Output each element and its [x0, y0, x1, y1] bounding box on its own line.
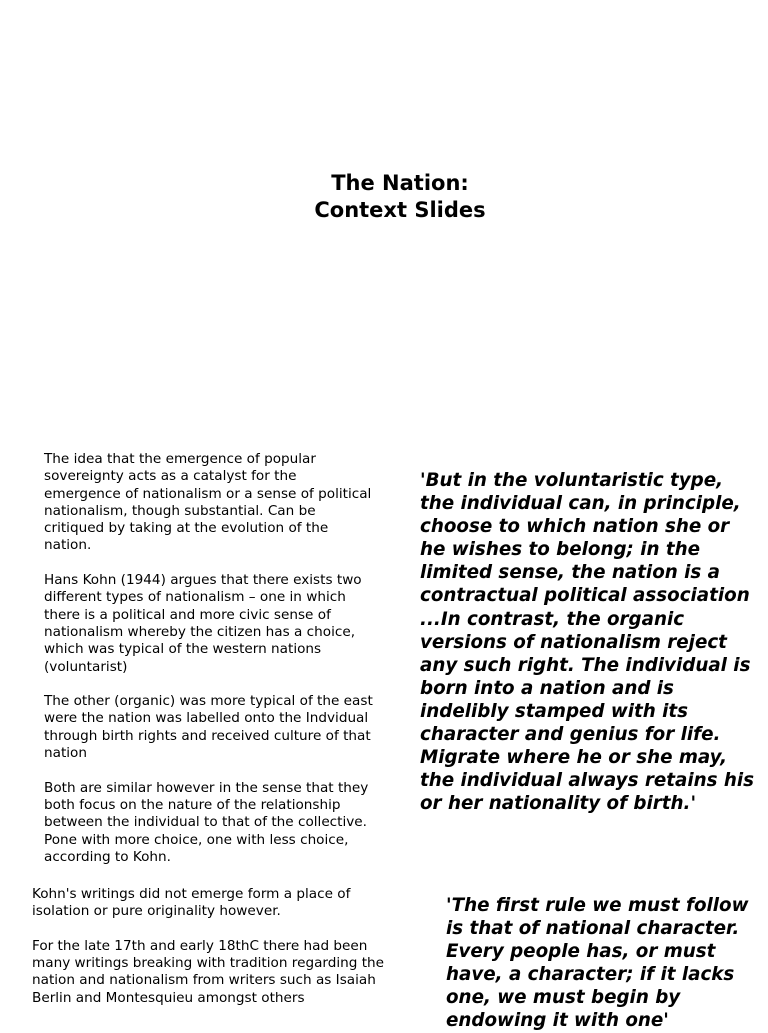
- left-column-text: [44, 451, 374, 883]
- left-column-text-lower: [32, 886, 404, 1024]
- slide-title-line-1: The Nation:: [331, 171, 469, 195]
- paragraph-kohn-two-types: Hans Kohn (1944) argues that there exists two different types of nationalism – one in which there is a political and more civic sense of nationalism whereby the citizen has a choice, which was typical of the western nations (voluntarist): [44, 572, 362, 675]
- quote-voluntaristic: 'But in the voluntaristic type, the individual can, in principle, choose to which nation she or he wishes to belong; in the limited sense, the nation is a contractual political association ...In contrast, the organic versions of nationalism reject any such right. The individual is born into a nation and is indelibly stamped with its character and genius for life. Migrate where he or she may, the individual always retains his or her nationality of birth.': [420, 470, 755, 815]
- paragraph-earlier-writers: For the late 17th and early 18thC there had been many writings breaking with tradition regarding the nation and nationalism from writers such as Isaiah Berlin and Montesquieu amongst others: [32, 937, 385, 1006]
- paragraph-organic-type: The other (organic) was more typical of the east were the nation was labelled onto the Indvidual through birth rights and received culture of that nation: [44, 693, 373, 762]
- quote-national-character: 'The first rule we must follow is that of national character. Every people has, or must have, a character; if it lacks one, we must begin by endowing it with one': [446, 895, 749, 1032]
- slide-title: [280, 170, 520, 224]
- paragraph-popular-sovereignty: The idea that the emergence of popular sovereignty acts as a catalyst for the emergence of nationalism or a sense of political nationalism, though substantial. Can be critiqued by taking at the evolution of the nation.: [44, 451, 372, 554]
- paragraph-similarity: Both are similar however in the sense that they both focus on the nature of the relationship between the individual to that of the collective. Pone with more choice, one with less choice, according to Kohn.: [44, 779, 369, 865]
- paragraph-kohn-origins: Kohn's writings did not emerge form a place of isolation or pure originality however.: [32, 886, 351, 920]
- slide-title-line-2: Context Slides: [314, 198, 486, 222]
